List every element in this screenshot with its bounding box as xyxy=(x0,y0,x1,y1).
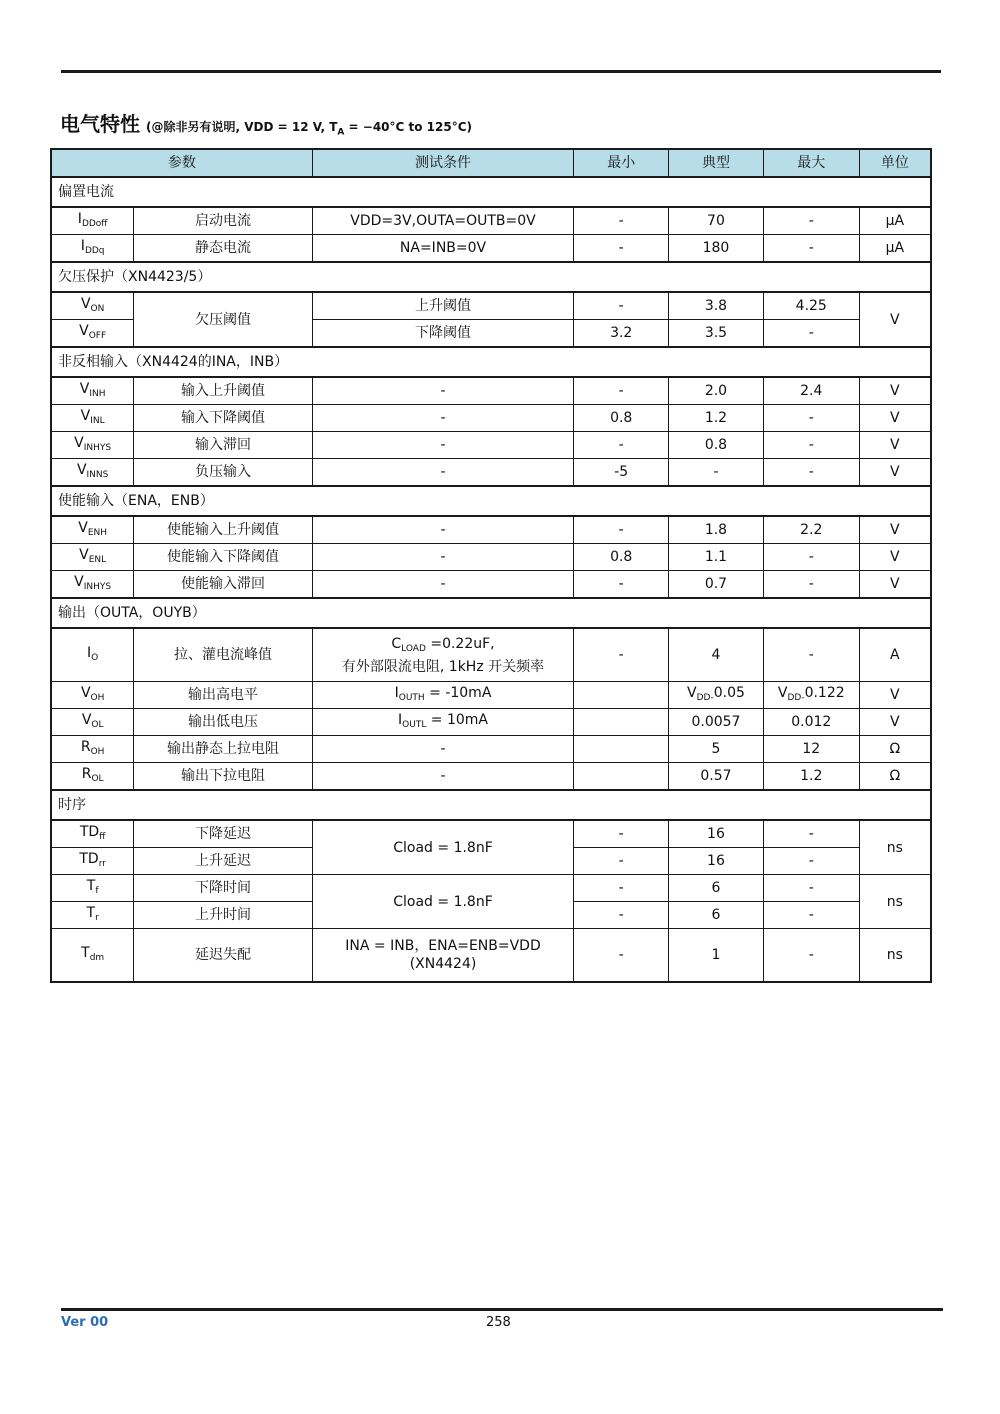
condition: 上升阈值 xyxy=(312,292,574,320)
max-value: - xyxy=(763,902,859,929)
min-value: - xyxy=(574,377,669,405)
min-value: 0.8 xyxy=(574,544,669,571)
condition: - xyxy=(312,377,574,405)
typ-value: $V_{DD-}0.05$ xyxy=(669,682,764,709)
table-row xyxy=(51,628,931,682)
table-row xyxy=(51,571,931,599)
max-value: 1.2 xyxy=(763,763,859,791)
typ-value: 1.2 xyxy=(669,405,764,432)
min-value: - xyxy=(574,516,669,544)
table-row xyxy=(51,875,931,902)
unit: ns xyxy=(859,929,931,983)
typ-value: 1 xyxy=(669,929,764,983)
min-value xyxy=(574,709,669,736)
condition: - xyxy=(312,763,574,791)
max-value: - xyxy=(763,571,859,599)
symbol: $T_{dm}$ xyxy=(51,929,134,983)
condition: $C_{LOAD} =0.22uF$, 有外部限流电阻, 1kHz 开关频率 xyxy=(312,628,574,682)
max-value: - xyxy=(763,929,859,983)
condition: - xyxy=(312,459,574,487)
table-row xyxy=(51,405,931,432)
symbol: $TD_{ff}$ xyxy=(51,820,134,848)
max-value: - xyxy=(763,875,859,902)
table-row xyxy=(51,763,931,791)
symbol: $TD_{rr}$ xyxy=(51,848,134,875)
table-row xyxy=(51,736,931,763)
typ-value: 0.57 xyxy=(669,763,764,791)
table-row xyxy=(51,544,931,571)
symbol: $R_{OH}$ xyxy=(51,736,134,763)
condition: INA = INB，ENA=ENB=VDD (XN4424) xyxy=(312,929,574,983)
typ-value: 0.8 xyxy=(669,432,764,459)
table-row xyxy=(51,709,931,736)
typ-value: 3.5 xyxy=(669,320,764,348)
symbol: $R_{OL}$ xyxy=(51,763,134,791)
typ-value: 0.0057 xyxy=(669,709,764,736)
param-name: 欠压阈值 xyxy=(134,292,312,347)
typ-value: 16 xyxy=(669,848,764,875)
symbol: $T_r$ xyxy=(51,902,134,929)
typ-value: - xyxy=(669,459,764,487)
table-header xyxy=(51,149,931,177)
table-row xyxy=(51,207,931,235)
min-value: 3.2 xyxy=(574,320,669,348)
symbol: $T_f$ xyxy=(51,875,134,902)
unit: μA xyxy=(859,235,931,263)
max-value: $V_{DD-}0.122$ xyxy=(763,682,859,709)
param-name: 输入上升阈值 xyxy=(134,377,312,405)
max-value: - xyxy=(763,235,859,263)
min-value: - xyxy=(574,902,669,929)
condition: - xyxy=(312,432,574,459)
param-name: 延迟失配 xyxy=(134,929,312,983)
condition: $I_{OUTH} = -10mA$ xyxy=(312,682,574,709)
unit: V xyxy=(859,709,931,736)
min-value: - xyxy=(574,820,669,848)
param-name: 上升时间 xyxy=(134,902,312,929)
condition: - xyxy=(312,571,574,599)
table-row xyxy=(51,432,931,459)
typ-value: 6 xyxy=(669,902,764,929)
param-name: 输入滞回 xyxy=(134,432,312,459)
typ-value: 3.8 xyxy=(669,292,764,320)
min-value xyxy=(574,682,669,709)
condition: VDD=3V,OUTA=OUTB=0V xyxy=(312,207,574,235)
condition: $I_{OUTL} = 10mA$ xyxy=(312,709,574,736)
max-value: 4.25 xyxy=(763,292,859,320)
param-name: 静态电流 xyxy=(134,235,312,263)
header-condition: 测试条件 xyxy=(312,149,574,177)
symbol: $V_{OL}$ xyxy=(51,709,134,736)
param-name: 使能输入上升阈值 xyxy=(134,516,312,544)
min-value: - xyxy=(574,432,669,459)
condition: - xyxy=(312,736,574,763)
condition: 下降阈值 xyxy=(312,320,574,348)
typ-value: 16 xyxy=(669,820,764,848)
param-name: 上升延迟 xyxy=(134,848,312,875)
max-value: - xyxy=(763,432,859,459)
min-value xyxy=(574,736,669,763)
typ-value: 1.8 xyxy=(669,516,764,544)
max-value: - xyxy=(763,820,859,848)
version-label: Ver 00 xyxy=(61,1315,109,1330)
table-row xyxy=(51,377,931,405)
symbol: $V_{INL}$ xyxy=(51,405,134,432)
header-max: 最大 xyxy=(763,149,859,177)
electrical-characteristics-table xyxy=(50,148,932,983)
max-value: 0.012 xyxy=(763,709,859,736)
symbol: $V_{INHYS}$ xyxy=(51,432,134,459)
max-value: - xyxy=(763,544,859,571)
param-name: 输出下拉电阻 xyxy=(134,763,312,791)
symbol: $V_{ON}$ xyxy=(51,292,134,320)
table-row xyxy=(51,929,931,983)
typ-value: 180 xyxy=(669,235,764,263)
section-enable-input: 使能输入（ENA，ENB） xyxy=(51,486,931,516)
symbol: $V_{OH}$ xyxy=(51,682,134,709)
section-output: 输出（OUTA，OUYB） xyxy=(51,598,931,628)
page-title: 电气特性 xyxy=(60,112,140,136)
symbol: $V_{ENL}$ xyxy=(51,544,134,571)
table-row xyxy=(51,292,931,320)
symbol: $V_{INH}$ xyxy=(51,377,134,405)
condition: Cload = 1.8nF xyxy=(312,875,574,929)
table-row xyxy=(51,235,931,263)
typ-value: 2.0 xyxy=(669,377,764,405)
param-name: 下降时间 xyxy=(134,875,312,902)
unit: ns xyxy=(859,875,931,929)
param-name: 使能输入滞回 xyxy=(134,571,312,599)
unit: V xyxy=(859,377,931,405)
header-unit: 单位 xyxy=(859,149,931,177)
symbol: $I_{DDoff}$ xyxy=(51,207,134,235)
unit: A xyxy=(859,628,931,682)
typ-value: 5 xyxy=(669,736,764,763)
page-number: 258 xyxy=(486,1315,511,1330)
symbol: $I_{DDq}$ xyxy=(51,235,134,263)
unit: μA xyxy=(859,207,931,235)
unit: Ω xyxy=(859,736,931,763)
top-rule xyxy=(61,70,941,73)
param-name: 输入下降阈值 xyxy=(134,405,312,432)
max-value: - xyxy=(763,628,859,682)
section-noninverting-input: 非反相输入（XN4424的INA，INB） xyxy=(51,347,931,377)
condition: - xyxy=(312,516,574,544)
param-name: 拉、灌电流峰值 xyxy=(134,628,312,682)
unit: V xyxy=(859,459,931,487)
max-value: 2.2 xyxy=(763,516,859,544)
section-bias: 偏置电流 xyxy=(51,177,931,207)
param-name: 输出高电平 xyxy=(134,682,312,709)
typ-value: 6 xyxy=(669,875,764,902)
min-value: - xyxy=(574,875,669,902)
min-value: - xyxy=(574,848,669,875)
unit: V xyxy=(859,516,931,544)
max-value: - xyxy=(763,459,859,487)
symbol: $V_{ENH}$ xyxy=(51,516,134,544)
max-value: 2.4 xyxy=(763,377,859,405)
table-row xyxy=(51,820,931,848)
symbol: $V_{OFF}$ xyxy=(51,320,134,348)
param-name: 输出低电压 xyxy=(134,709,312,736)
symbol: $I_O$ xyxy=(51,628,134,682)
typ-value: 70 xyxy=(669,207,764,235)
max-value: - xyxy=(763,320,859,348)
param-name: 使能输入下降阈值 xyxy=(134,544,312,571)
header-typ: 典型 xyxy=(669,149,764,177)
min-value xyxy=(574,763,669,791)
symbol: $V_{INHYS}$ xyxy=(51,571,134,599)
min-value: - xyxy=(574,628,669,682)
min-value: - xyxy=(574,292,669,320)
unit: Ω xyxy=(859,763,931,791)
header-parameter: 参数 xyxy=(51,149,312,177)
param-name: 下降延迟 xyxy=(134,820,312,848)
min-value: - xyxy=(574,571,669,599)
min-value: - xyxy=(574,207,669,235)
typ-value: 4 xyxy=(669,628,764,682)
unit: V xyxy=(859,292,931,347)
header-min: 最小 xyxy=(574,149,669,177)
param-name: 启动电流 xyxy=(134,207,312,235)
table-row xyxy=(51,682,931,709)
condition: - xyxy=(312,405,574,432)
max-value: - xyxy=(763,405,859,432)
test-conditions: (@除非另有说明, VDD = 12 V, $T_A = -40^\circ C$ to 125°C) xyxy=(146,120,473,138)
footer-rule xyxy=(61,1308,943,1311)
unit: V xyxy=(859,544,931,571)
unit: V xyxy=(859,405,931,432)
min-value: -5 xyxy=(574,459,669,487)
min-value: 0.8 xyxy=(574,405,669,432)
param-name: 输出静态上拉电阻 xyxy=(134,736,312,763)
condition: NA=INB=0V xyxy=(312,235,574,263)
min-value: - xyxy=(574,929,669,983)
condition: - xyxy=(312,544,574,571)
min-value: - xyxy=(574,235,669,263)
max-value: 12 xyxy=(763,736,859,763)
max-value: - xyxy=(763,207,859,235)
table-row xyxy=(51,459,931,487)
section-heading xyxy=(60,108,472,137)
condition: Cload = 1.8nF xyxy=(312,820,574,875)
unit: ns xyxy=(859,820,931,875)
unit: V xyxy=(859,571,931,599)
section-timing: 时序 xyxy=(51,790,931,820)
param-name: 负压输入 xyxy=(134,459,312,487)
typ-value: 0.7 xyxy=(669,571,764,599)
unit: V xyxy=(859,432,931,459)
unit: V xyxy=(859,682,931,709)
typ-value: 1.1 xyxy=(669,544,764,571)
table-row xyxy=(51,516,931,544)
symbol: $V_{INNS}$ xyxy=(51,459,134,487)
max-value: - xyxy=(763,848,859,875)
section-uvlo: 欠压保护（XN4423/5） xyxy=(51,262,931,292)
